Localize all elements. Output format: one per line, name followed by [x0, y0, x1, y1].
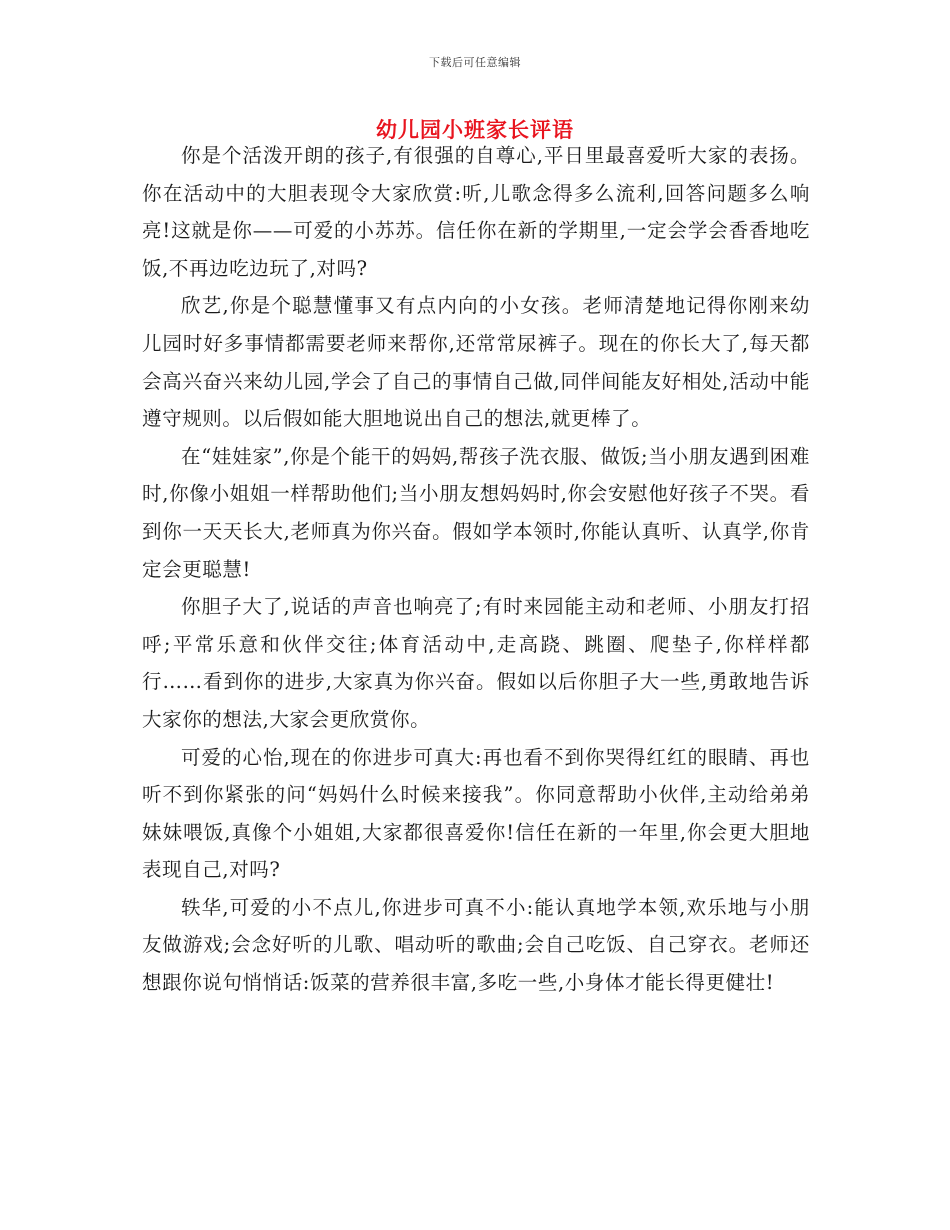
comment-paragraph-4: 你胆子大了,说话的声音也响亮了;有时来园能主动和老师、小朋友打招呼;平常乐意和伙伴交往;体育活动中,走高跷、跳圈、爬垫子,你样样都行……看到你的进步,大家真为你兴奋。假如以后你胆子大一些,勇敢地告诉大家你的想法,大家会更欣赏你。: [142, 595, 810, 731]
page-header-note: 下载后可任意编辑: [429, 56, 521, 69]
comment-paragraph-2: 欣艺,你是个聪慧懂事又有点内向的小女孩。老师清楚地记得你刚来幼儿园时好多事情都需要老师来帮你,还常常尿裤子。现在的你长大了,每天都会高兴奋兴来幼儿园,学会了自己的事情自己做,同伴间能友好相处,活动中能遵守规则。以后假如能大胆地说出自己的想法,就更棒了。: [142, 294, 810, 431]
comment-paragraph-1: 你是个活泼开朗的孩子,有很强的自尊心,平日里最喜爱听大家的表扬。你在活动中的大胆表现令大家欣赏:听,儿歌念得多么流利,回答问题多么响亮!这就是你——可爱的小苏苏。信任你在新的学期里,一定会学会香香地吃饭,不再边吃边玩了,对吗?: [142, 144, 810, 280]
comment-paragraph-3: 在“娃娃家”,你是个能干的妈妈,帮孩子洗衣服、做饭;当小朋友遇到困难时,你像小姐姐一样帮助他们;当小朋友想妈妈时,你会安慰他好孩子不哭。看到你一天天长大,老师真为你兴奋。假如学本领时,你能认真听、认真学,你肯定会更聪慧!: [142, 444, 810, 581]
comment-paragraph-5: 可爱的心怡,现在的你进步可真大:再也看不到你哭得红红的眼睛、再也听不到你紧张的问“妈妈什么时候来接我”。你同意帮助小伙伴,主动给弟弟妹妹喂饭,真像个小姐姐,大家都很喜爱你!信任在新的一年里,你会更大胆地表现自己,对吗?: [142, 745, 810, 882]
document-body: [142, 137, 810, 1002]
document-title: 幼儿园小班家长评语: [376, 117, 574, 142]
comment-paragraph-6: 轶华,可爱的小不点儿,你进步可真不小:能认真地学本领,欢乐地与小朋友做游戏;会念好听的儿歌、唱动听的歌曲;会自己吃饭、自己穿衣。老师还想跟你说句悄悄话:饭菜的营养很丰富,多吃一些,小身体才能长得更健壮!: [142, 895, 810, 995]
